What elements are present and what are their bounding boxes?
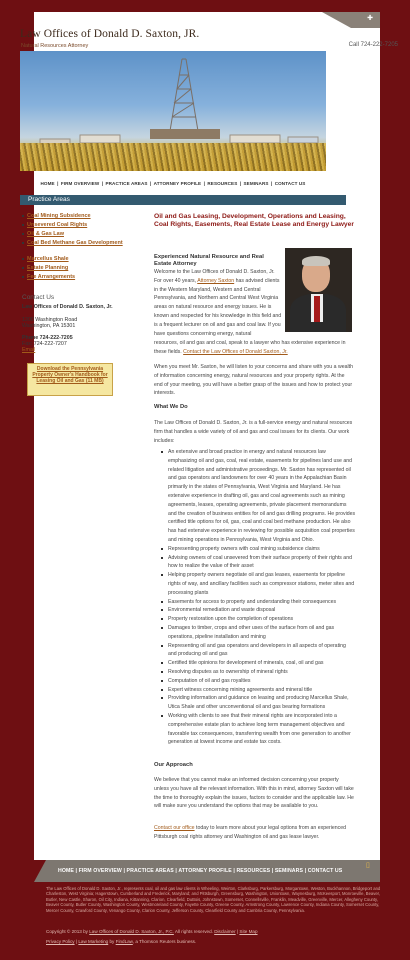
footer-nav-resources[interactable]: RESOURCES xyxy=(236,868,271,874)
corner-tab-slant xyxy=(322,12,351,28)
heading-our-approach: Our Approach xyxy=(154,762,193,768)
top-navigation: HOME | FIRM OVERVIEW | PRACTICE AREAS | ATTORNEY PROFILE | RESOURCES | SEMINARS | CONTACT US xyxy=(40,181,306,186)
sidebar-item-coal-bed-methane[interactable]: Coal Bed Methane Gas Development xyxy=(22,240,126,247)
contact-city: Washington, PA 15301 xyxy=(22,323,76,329)
contact-street: 1200 Washington Road xyxy=(22,317,78,323)
hero-image xyxy=(20,51,326,171)
contact-heading: Contact Us xyxy=(22,294,55,301)
download-handbook-button[interactable]: Download the Pennsylvania Property Owner's Handbook for Leasing Oil and Gas (11 MB) xyxy=(27,363,113,396)
approach-paragraph: We believe that you cannot make an informed decision concerning your property unless you have all the relevant information. With this in mind, attorney Saxton will take the time to thoroughly explain the issues, factors to consider and the applicable law. He will make sure you understand the options that may be available to you. xyxy=(154,777,354,810)
heading-experienced: Experienced Natural Resource and Real Estate Attorney xyxy=(154,254,264,267)
intro-paragraph-part2: resources, oil and gas and coal, speak to a lawyer who has extensive experience in these fields. Contact the Law Offices of Donald Saxton, Jr. xyxy=(154,340,346,355)
nav-practice-areas[interactable]: PRACTICE AREAS xyxy=(105,181,148,186)
nav-firm-overview[interactable]: FIRM OVERVIEW xyxy=(60,181,100,186)
footer-nav-practice-areas[interactable]: PRACTICE AREAS xyxy=(126,868,174,874)
list-item: An extensive and broad practice in energy and natural resources law emphasizing oil and gas, coal, real estate, easements for pipelines land use and related litigation and administrative proceedings. Mr. Saxton has represented oil and gas operators and landowners for over 40 years in the Appalachian Basin primarily in the states of Pennsylvania, West Virginia and Maryland. He has extensive experience in drafting oil, gas and coal agreements such as mining agreements, leases, operating agreements, private placement memorandums and the creation of business entities for oil and gas drilling programs. He provides certified title options for oil, gas, coal and coal bed methane production. He also has had extensive experience in reviewing for possible acquisition coal properties and mining operations in Pennsylvania, West Virginia and Ohio. xyxy=(160,448,356,545)
list-item: Advising owners of coal unsevered from their surface property of their rights and how to realize the value of their asset xyxy=(160,554,356,572)
list-item: Certified title opinions for development of minerals, coal, oil and gas xyxy=(160,659,356,668)
nav-seminars[interactable]: SEMINARS xyxy=(243,181,269,186)
nav-contact-us[interactable]: CONTACT US xyxy=(274,181,306,186)
footer-copyright: Copyright © 2013 by Law Offices of Donald D. Saxton, Jr., P.C. All rights reserved. Disclaimer | Site Map xyxy=(46,929,258,934)
nav-home[interactable]: HOME xyxy=(40,181,55,186)
list-item: Representing property owners with coal mining subsidence claims xyxy=(160,545,356,554)
contact-phone: Phone 724-222-7205 xyxy=(22,335,73,341)
list-item: Property restoration upon the completion of operations xyxy=(160,615,356,624)
list-item: Easements for access to property and understanding their consequences xyxy=(160,598,356,607)
site-map-link[interactable]: Site Map xyxy=(239,929,258,934)
services-list xyxy=(160,448,356,747)
footer-nav-seminars[interactable]: SEMINARS xyxy=(274,868,304,874)
nav-attorney-profile[interactable]: ATTORNEY PROFILE xyxy=(153,181,202,186)
sidebar-item-marcellus-shale[interactable]: Marcellus Shale xyxy=(22,256,69,262)
law-marketing-link[interactable]: Law Marketing xyxy=(78,939,109,944)
header-phone: Call 724-222-7205 xyxy=(348,42,398,48)
intro-paragraph-part1: Welcome to the Law Offices of Donald D. Saxton, Jr. For over 40 years, Attorney Saxton has advised clients in the Western Maryland, Western and Central Pennsylvania, and Northern and Central West Virginia areas on natural resource and energy issues. He is known and respected for his knowledge in this field and is a frequent lecturer on oil and gas and coal law. If you have questions concerning energy, natural xyxy=(154,269,282,337)
list-item: Resolving disputes as to ownership of mineral rights xyxy=(160,668,356,677)
firm-link[interactable]: Law Offices of Donald D. Saxton, Jr., P.C. xyxy=(89,929,174,934)
list-item: Providing information and guidance on leasing and producing Marcellus Shale, Utica Shale and other unconventional oil and gas bearing formations xyxy=(160,694,356,712)
footer-nav-firm-overview[interactable]: FIRM OVERVIEW xyxy=(78,868,122,874)
firm-name[interactable]: Law Offices of Donald D. Saxton, JR. xyxy=(20,28,200,40)
nav-resources[interactable]: RESOURCES xyxy=(207,181,238,186)
list-item: Computation of oil and gas royalties xyxy=(160,677,356,686)
contact-saxton-link[interactable]: Contact the Law Offices of Donald Saxton, Jr. xyxy=(183,348,288,355)
disclaimer-link[interactable]: Disclaimer xyxy=(214,929,236,934)
grass-foreground xyxy=(20,143,326,171)
list-item: Damages to timber, crops and other uses of the surface from oil and gas operations, pipeline installation and mining xyxy=(160,624,356,642)
contact-cta-paragraph: Contact our office today to learn more about your legal options from an experienced Pittsburgh coal rights attorney and Washington oil and gas lease lawyer. xyxy=(154,825,346,840)
firm-subtitle: Natural Resources Attorney xyxy=(21,43,89,49)
footer-nav-home[interactable]: HOME xyxy=(58,868,74,874)
footer-slant xyxy=(34,860,46,882)
contact-firm-name: Law Offices of Donald D. Saxton, Jr. xyxy=(22,304,113,310)
what-we-do-paragraph: The Law Offices of Donald D. Saxton, Jr. is a full-service energy and natural resources firm that handles a wide variety of oil and gas and coal issues for its clients. Our work includes: xyxy=(154,420,353,444)
sidebar-item-estate-planning[interactable]: Estate Planning xyxy=(22,265,68,271)
footer-navigation: HOME | FIRM OVERVIEW | PRACTICE AREAS | ATTORNEY PROFILE | RESOURCES | SEMINARS | CONTACT US xyxy=(58,868,343,874)
list-item: Working with clients to see that their mineral rights are incorporated into a comprehensive estate plan to achieve long term management objectives and favorable tax consequences, transferring wealth from one generation to another generation at lowest income and estate tax costs. xyxy=(160,712,356,747)
footer-service-areas: The Law Offices of Donald D. Saxton, Jr., represents coal, oil and gas law clients in Wheeling, Weirton, Clarksburg, Parkersburg, Morgantown, Weston, Buckhannon, Bridgeport and Charleston, West Virginia; Hagerstown, Cumberland and Frederick, Maryland; and Pittsburgh, Greensburg, Washington, Uniontown, Waynesburg, McKeesport, Monroeville, Beaver, Butler, New Castle, Sharon, Oil City, Indiana, Kittanning, Clarion, Clearfield, DuBois, Johnstown, Somerset, Connellsville, Franklin, Meadville, Greenville, Mercer, Allegheny County, Beaver County, Butler County, Washington County, Westmoreland County, Fayette County, Greene County, Armstrong County, Lawrence County, Indiana County, Somerset County, Mercer County, Crawford County, Venango County, Clarion County, Jefferson County, Clearfield County and Cambria County, Pennsylvania. xyxy=(46,886,381,913)
page-title: Oil and Gas Leasing, Development, Operations and Leasing, Coal Rights, Easements, Real Estate Lease and Energy Lawyer xyxy=(154,213,354,228)
list-item: Representing oil and gas operators and developers in all aspects of operating and producing oil and gas xyxy=(160,642,356,660)
attorney-saxton-link[interactable]: Attorney Saxton xyxy=(197,277,235,284)
practice-areas-heading: Practice Areas xyxy=(28,196,70,203)
privacy-policy-link[interactable]: Privacy Policy xyxy=(46,939,75,944)
list-item: Helping property owners negotiate oil and gas leases, easements for pipeline rights of way, and ancillary facilities such as compressor stations, meter sites and processing plants xyxy=(160,571,356,597)
plus-icon[interactable]: ✚ xyxy=(367,15,373,22)
footer-nav-contact-us[interactable]: CONTACT US xyxy=(307,868,343,874)
attorney-portrait xyxy=(285,248,352,332)
sidebar-item-coal-mining-subsidence[interactable]: Coal Mining Subsidence xyxy=(22,213,91,219)
sidebar-item-oil-gas-law[interactable]: Oil & Gas Law xyxy=(22,231,64,237)
contact-office-link[interactable]: Contact our office xyxy=(154,825,195,831)
meeting-paragraph: When you meet Mr. Saxton, he will listen to your concerns and share with you a wealth of information concerning energy, natural resources and your property rights. At the end of your meeting, you will have a better grasp of the issues and how to protect your interests. xyxy=(154,364,353,397)
contact-fax: Fax: 724-222-7207 xyxy=(22,341,67,347)
intro-paragraph-wrap: has advised clients in the Western Maryland, Western and Central Pennsylvania, and Northern and Central West Virginia areas on natural resource and energy issues. He is known and respected for his knowledge in this field and is a frequent lecturer on oil and gas and coal law. If you have questions concerning energy, natural xyxy=(154,277,282,337)
list-item: Expert witness concerning mining agreements and mineral title xyxy=(160,686,356,695)
practice-areas-header xyxy=(20,195,346,205)
findlaw-link[interactable]: FindLaw xyxy=(115,939,133,944)
page-icon[interactable]: ▯ xyxy=(366,862,370,869)
heading-what-we-do: What We Do xyxy=(154,404,188,410)
sidebar-item-unsevered-coal-rights[interactable]: Unsevered Coal Rights xyxy=(22,222,87,228)
footer-nav-attorney-profile[interactable]: ATTORNEY PROFILE xyxy=(178,868,232,874)
footer-credits: Privacy Policy | Law Marketing by FindLaw, a Thomson Reuters business. xyxy=(46,939,197,944)
corner-tab[interactable] xyxy=(351,12,380,28)
sidebar-item-fee-arrangements[interactable]: Fee Arrangements xyxy=(22,274,75,280)
list-item: Environmental remediation and waste disposal xyxy=(160,606,356,615)
contact-email-link[interactable]: Email xyxy=(22,347,36,353)
